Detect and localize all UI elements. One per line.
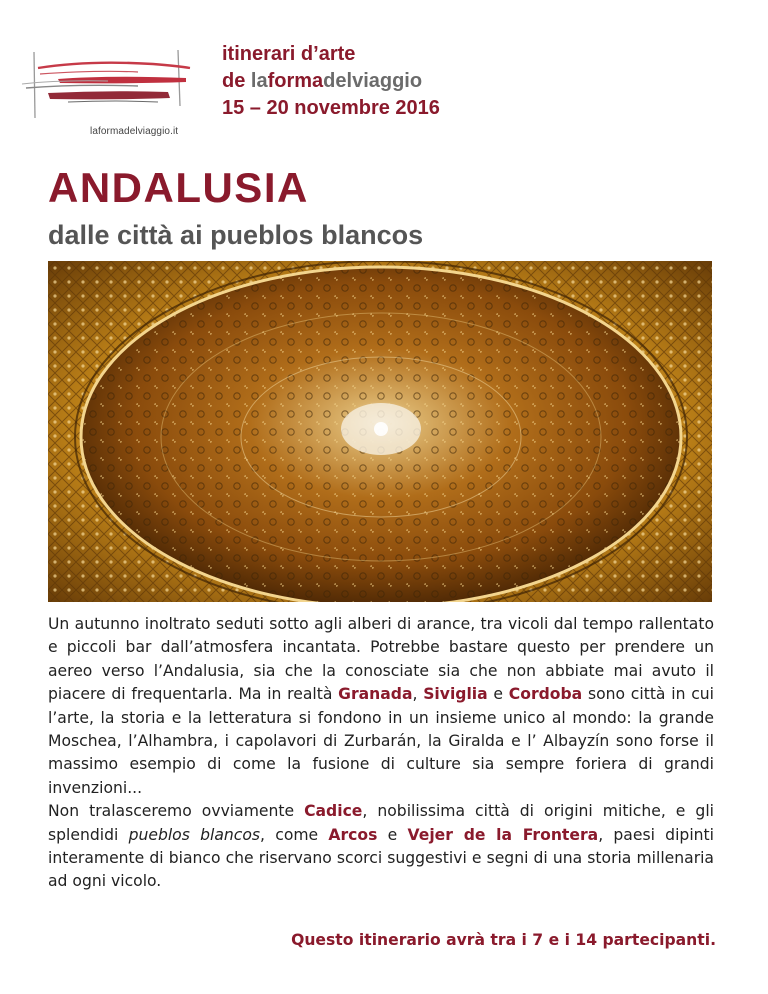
- header: [222, 41, 440, 122]
- dome-photo: [48, 261, 712, 602]
- header-line-2-delviaggio: delviaggio: [323, 70, 423, 92]
- body-text: [48, 613, 714, 894]
- place-cordoba: Cordoba: [508, 685, 583, 704]
- header-dates: 15 – 20 novembre 2016: [222, 97, 440, 119]
- pueblos-blancos-italic: pueblos blancos: [128, 825, 261, 844]
- logo-caption: laformadelviaggio.it: [90, 126, 179, 137]
- body-p2-b: , nobilissima città di origini mitiche, e gli splendidi: [48, 802, 714, 844]
- body-p1-a: Un autunno inoltrato seduti sotto agli alberi di arance, tra vicoli dal tempo rallentato e piccoli bar dall’atmosfera incantata. Potrebbe bastare questo per prendere un aereo verso l’Andalusia, sia che la conosciate sia che non abbiate mai avuto il piacere di frequentarla. Ma in realtà: [48, 615, 714, 704]
- place-siviglia: Siviglia: [423, 685, 488, 704]
- body-p2-d: e: [377, 825, 408, 844]
- header-line-1: itinerari d’arte: [222, 43, 356, 65]
- body-p2-a: Non tralasceremo ovviamente: [48, 802, 305, 821]
- page-subtitle: dalle città ai pueblos blancos: [48, 220, 424, 250]
- place-cadice: Cadice: [304, 802, 363, 821]
- place-arcos: Arcos: [328, 825, 378, 844]
- header-line-2-de: de: [222, 70, 251, 92]
- body-p2-e: , paesi dipinti interamente di bianco che riservano scorci suggestivi e segni di una storia millenaria ad ogni vicolo.: [48, 825, 714, 891]
- place-granada: Granada: [338, 685, 413, 704]
- body-sep1: ,: [412, 685, 424, 704]
- dome-image: [48, 261, 712, 602]
- body-p2-c: , come: [260, 825, 329, 844]
- participants-note: Questo itinerario avrà tra i 7 e i 14 partecipanti.: [291, 931, 716, 949]
- header-line-2: [222, 68, 440, 95]
- body-p1-b: sono città in cui l’arte, la storia e la letteratura si fondono in un insieme unico al mondo: la grande Moschea, l’Alhambra, i capolavori di Zurbarán, la Giralda e l’ Albayzín sono forse il massimo esempio di come la fusione di culture sia sempre foriera di grandi invenzioni...: [48, 685, 714, 797]
- header-line-2-la: la: [250, 70, 268, 92]
- place-vejer: Vejer de la Frontera: [407, 825, 599, 844]
- header-line-2-forma: forma: [267, 70, 324, 92]
- body-sep2: e: [487, 685, 509, 704]
- page-title: ANDALUSIA: [48, 164, 309, 211]
